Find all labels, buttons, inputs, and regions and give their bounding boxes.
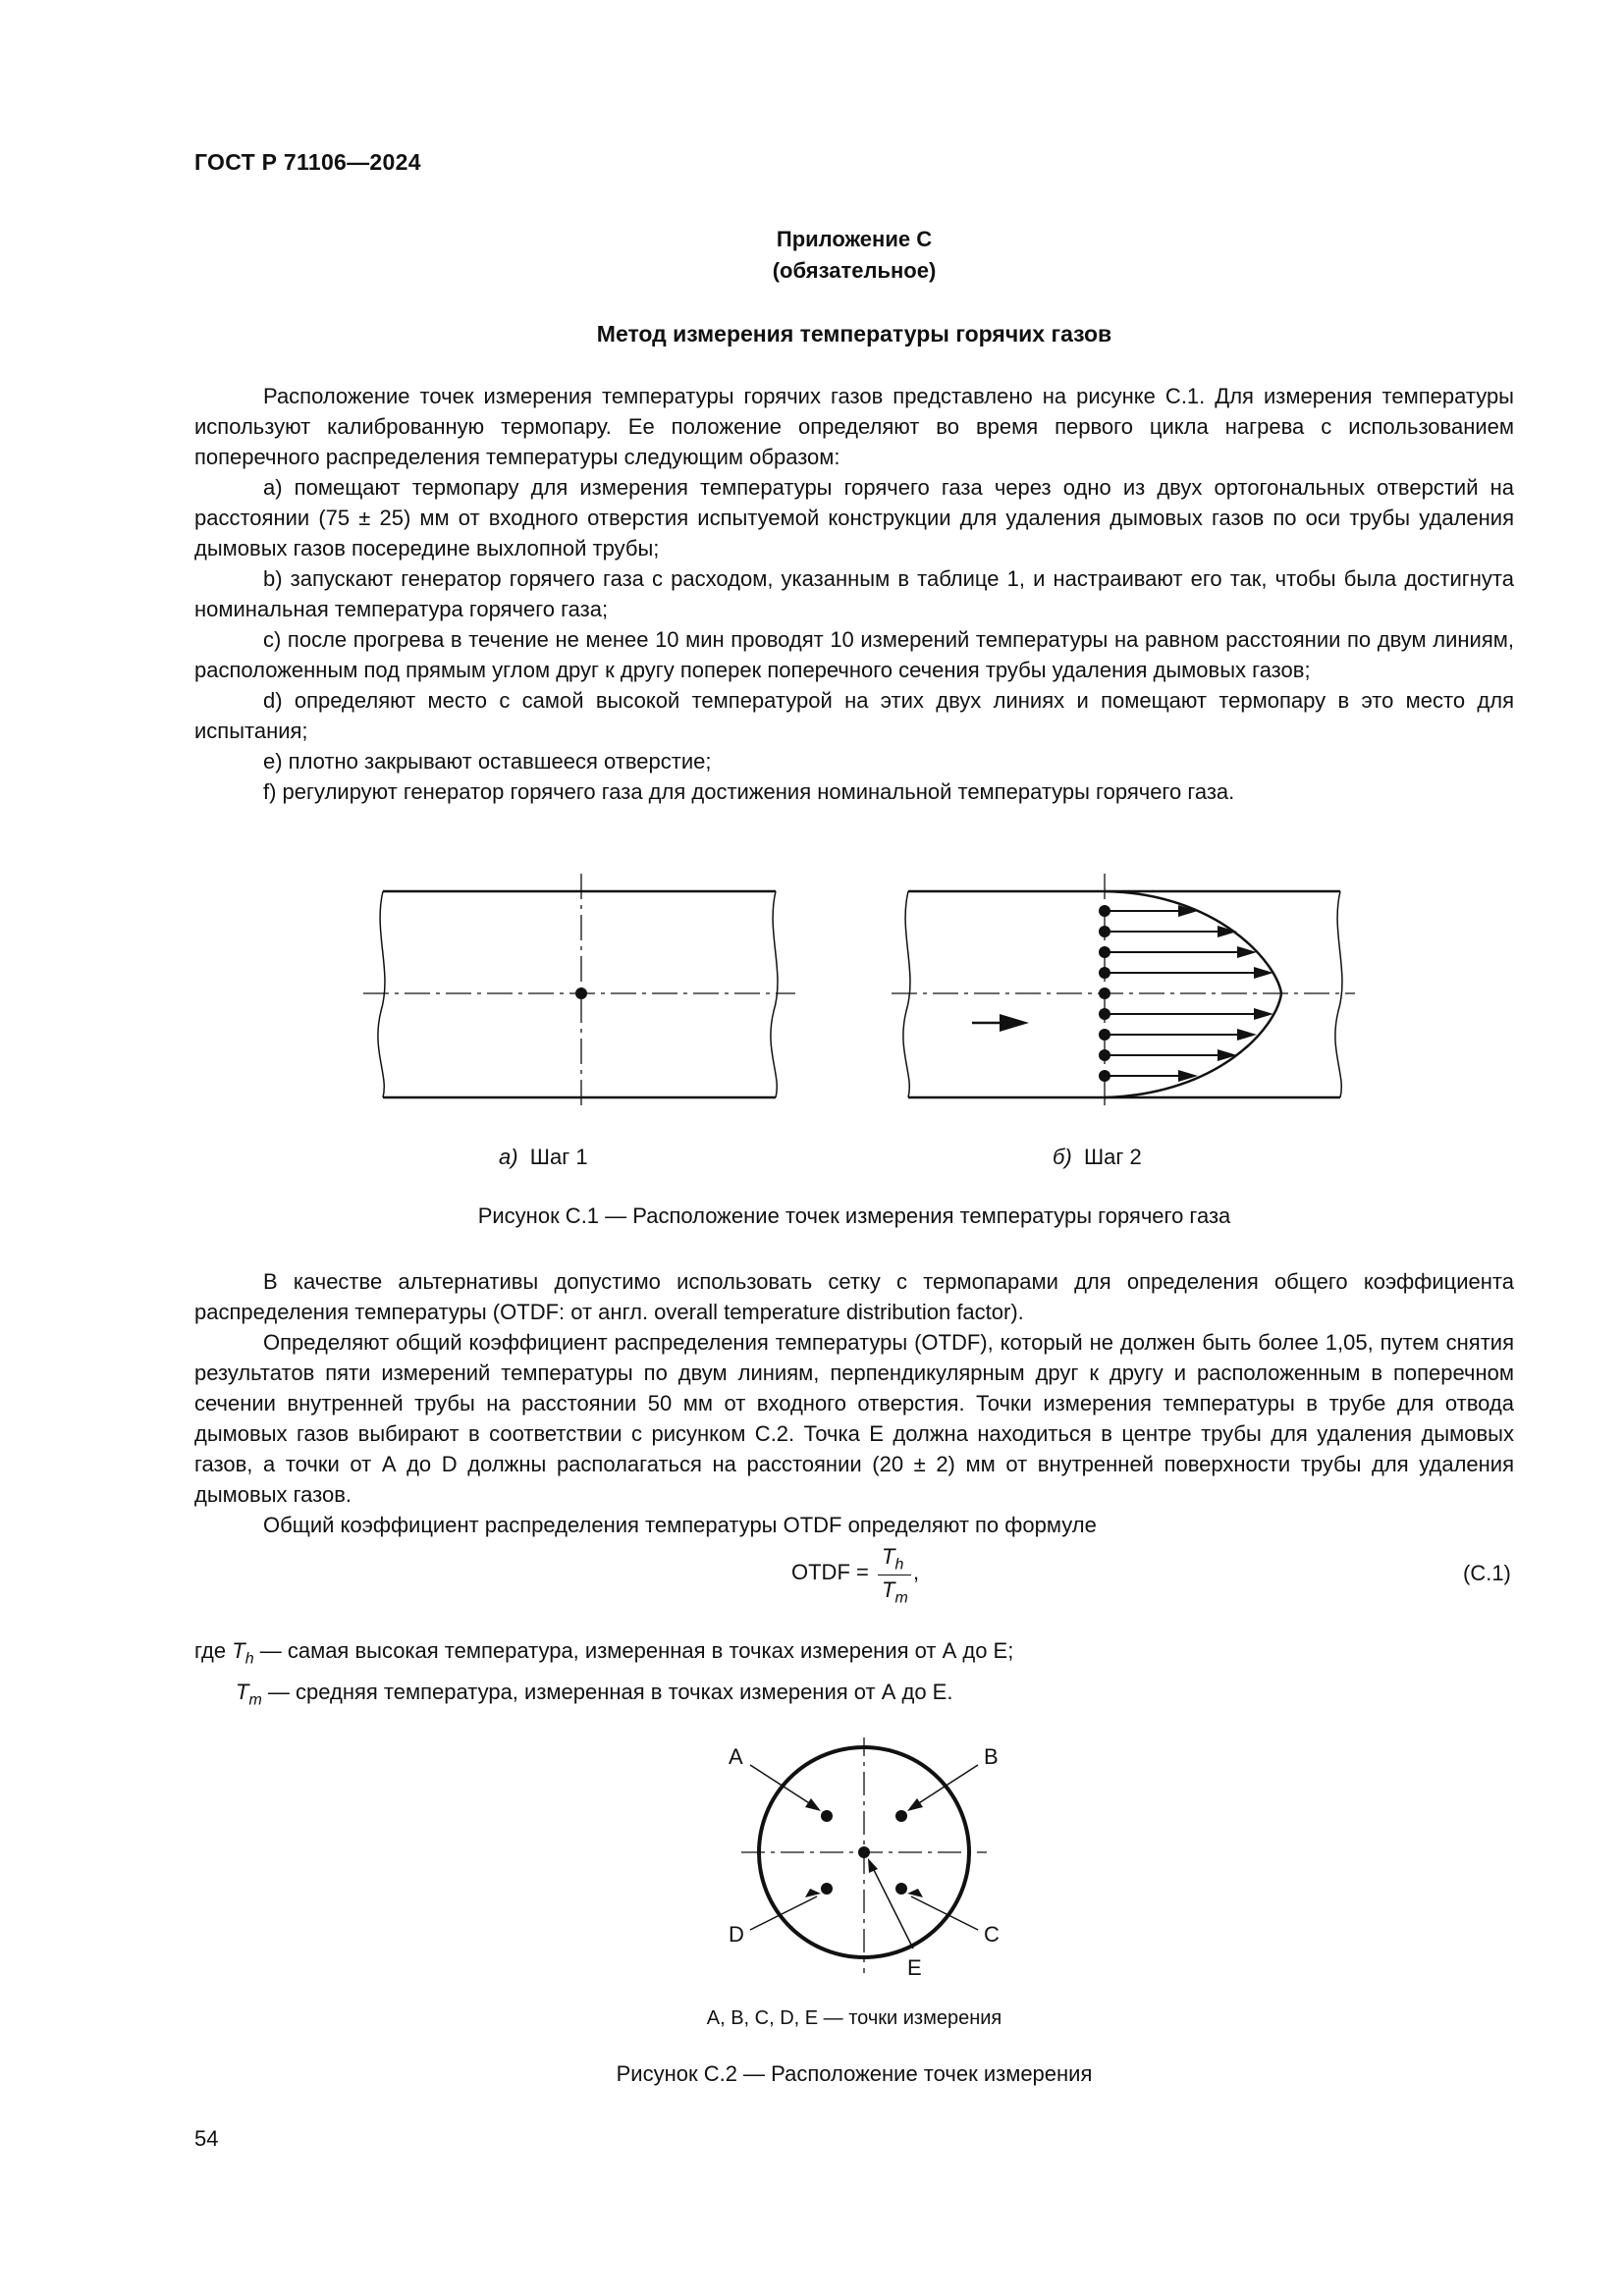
paragraph-alternative: В качестве альтернативы допустимо использовать сетку с термопарами для определения общего коэффициента распределения температуры (OTDF: от англ. overall temperature distribution factor). [194,1269,1514,1324]
figure-c1-label-b: б) Шаг 2 [1053,1145,1142,1169]
figure-c1-label-a: a) Шаг 1 [499,1145,588,1169]
where-tm: $T_m$ — средняя температура, измеренная в точках измерения от А до Е. [236,1680,953,1709]
intro-block [194,381,1514,807]
document-header: ГОСТ Р 71106—2024 [194,149,421,175]
list-item-c: c) после прогрева в течение не менее 10 мин проводят 10 измерений температуры на равном расстоянии по двум линиям, расположенным под прямым углом друг к другу поперек поперечного сечения трубы удаления дымовых газов; [194,627,1514,682]
figure-c1-drawing [363,874,1365,1109]
formula-numerator: $T_h$ [882,1544,904,1574]
measurement-point [575,988,587,999]
figure-c2-legend: A, B, C, D, E — точки измерения [706,2007,1002,2029]
appendix-status: (обязательное) [772,258,937,283]
flow-arrow [972,1014,1029,1032]
where-th: где $T_h$ — самая высокая температура, измеренная в точках измерения от А до Е; [194,1638,1014,1668]
point-label-d: D [729,1922,744,1947]
figure-c1-caption: Рисунок С.1 — Расположение точек измерения температуры горячего газа [477,1203,1231,1228]
list-item-f: f) регулируют генератор горячего газа для достижения номинальной температуры горячего газа. [263,779,1235,804]
appendix-title: Приложение С [776,227,933,251]
formula-denominator: $T_m$ [882,1577,908,1607]
point-label-a: A [729,1744,743,1769]
list-item-a: a) помещают термопару для измерения температуры горячего газа через одно из двух ортогональных отверстий на расстоянии (75 ± 25) мм от входного отверстия испытуемой конструкции для удаления дымовых газов по оси трубы удаления дымовых газов посередине выхлопной трубы; [194,475,1514,561]
point-label-e: E [907,1955,922,1980]
measurement-points-step2 [1099,905,1110,1082]
where-block [194,1634,1514,1718]
figure-c2-drawing [707,1737,1021,2002]
figure-c2-caption: Рисунок С.2 — Расположение точек измерения [616,2061,1093,2086]
intro-paragraph: Расположение точек измерения температуры горячих газов представлено на рисунке С.1. Для измерения температуры используют калиброванную термопару. Ее положение определяют во время первого цикла нагрева с использованием поперечного распределения температуры следующим образом: [194,384,1514,469]
formula-lhs: OTDF = [791,1560,869,1584]
text-block-2 [194,1266,1514,1540]
point-label-c: C [984,1922,1000,1947]
section-title: Метод измерения температуры горячих газов [596,321,1112,347]
paragraph-otdf: Определяют общий коэффициент распределения температуры (OTDF), который не должен быть более 1,05, путем снятия результатов пяти измерений температуры по двум линиям, перпендикулярным друг к другу и расположенным в поперечном сечении внутренней трубы на расстоянии 50 мм от входного отверстия. Точки измерения температуры в трубе для отвода дымовых газов выбирают в соответствии с рисунком С.2. Точка Е должна находиться в центре трубы для удаления дымовых газов, а точки от А до D должны располагаться на расстоянии (20 ± 2) мм от внутренней поверхности трубы для удаления дымовых газов. [194,1330,1514,1507]
list-item-d: d) определяют место с самой высокой температурой на этих двух линиях и помещают термопару в это место для испытания; [194,688,1514,743]
list-item-e: e) плотно закрывают оставшееся отверстие; [263,749,712,774]
page-number: 54 [194,2126,219,2151]
list-item-b: b) запускают генератор горячего газа с расходом, указанным в таблице 1, и настраивают его так, чтобы была достигнута номинальная температура горячего газа; [194,566,1514,621]
formula-c1 [791,1544,958,1607]
pipe-step2 [892,874,1355,1109]
formula-comma: , [913,1560,920,1584]
paragraph-formula-intro: Общий коэффициент распределения температуры OTDF определяют по формуле [263,1513,1097,1537]
formula-number: (С.1) [1463,1561,1511,1585]
point-label-b: B [984,1744,999,1769]
